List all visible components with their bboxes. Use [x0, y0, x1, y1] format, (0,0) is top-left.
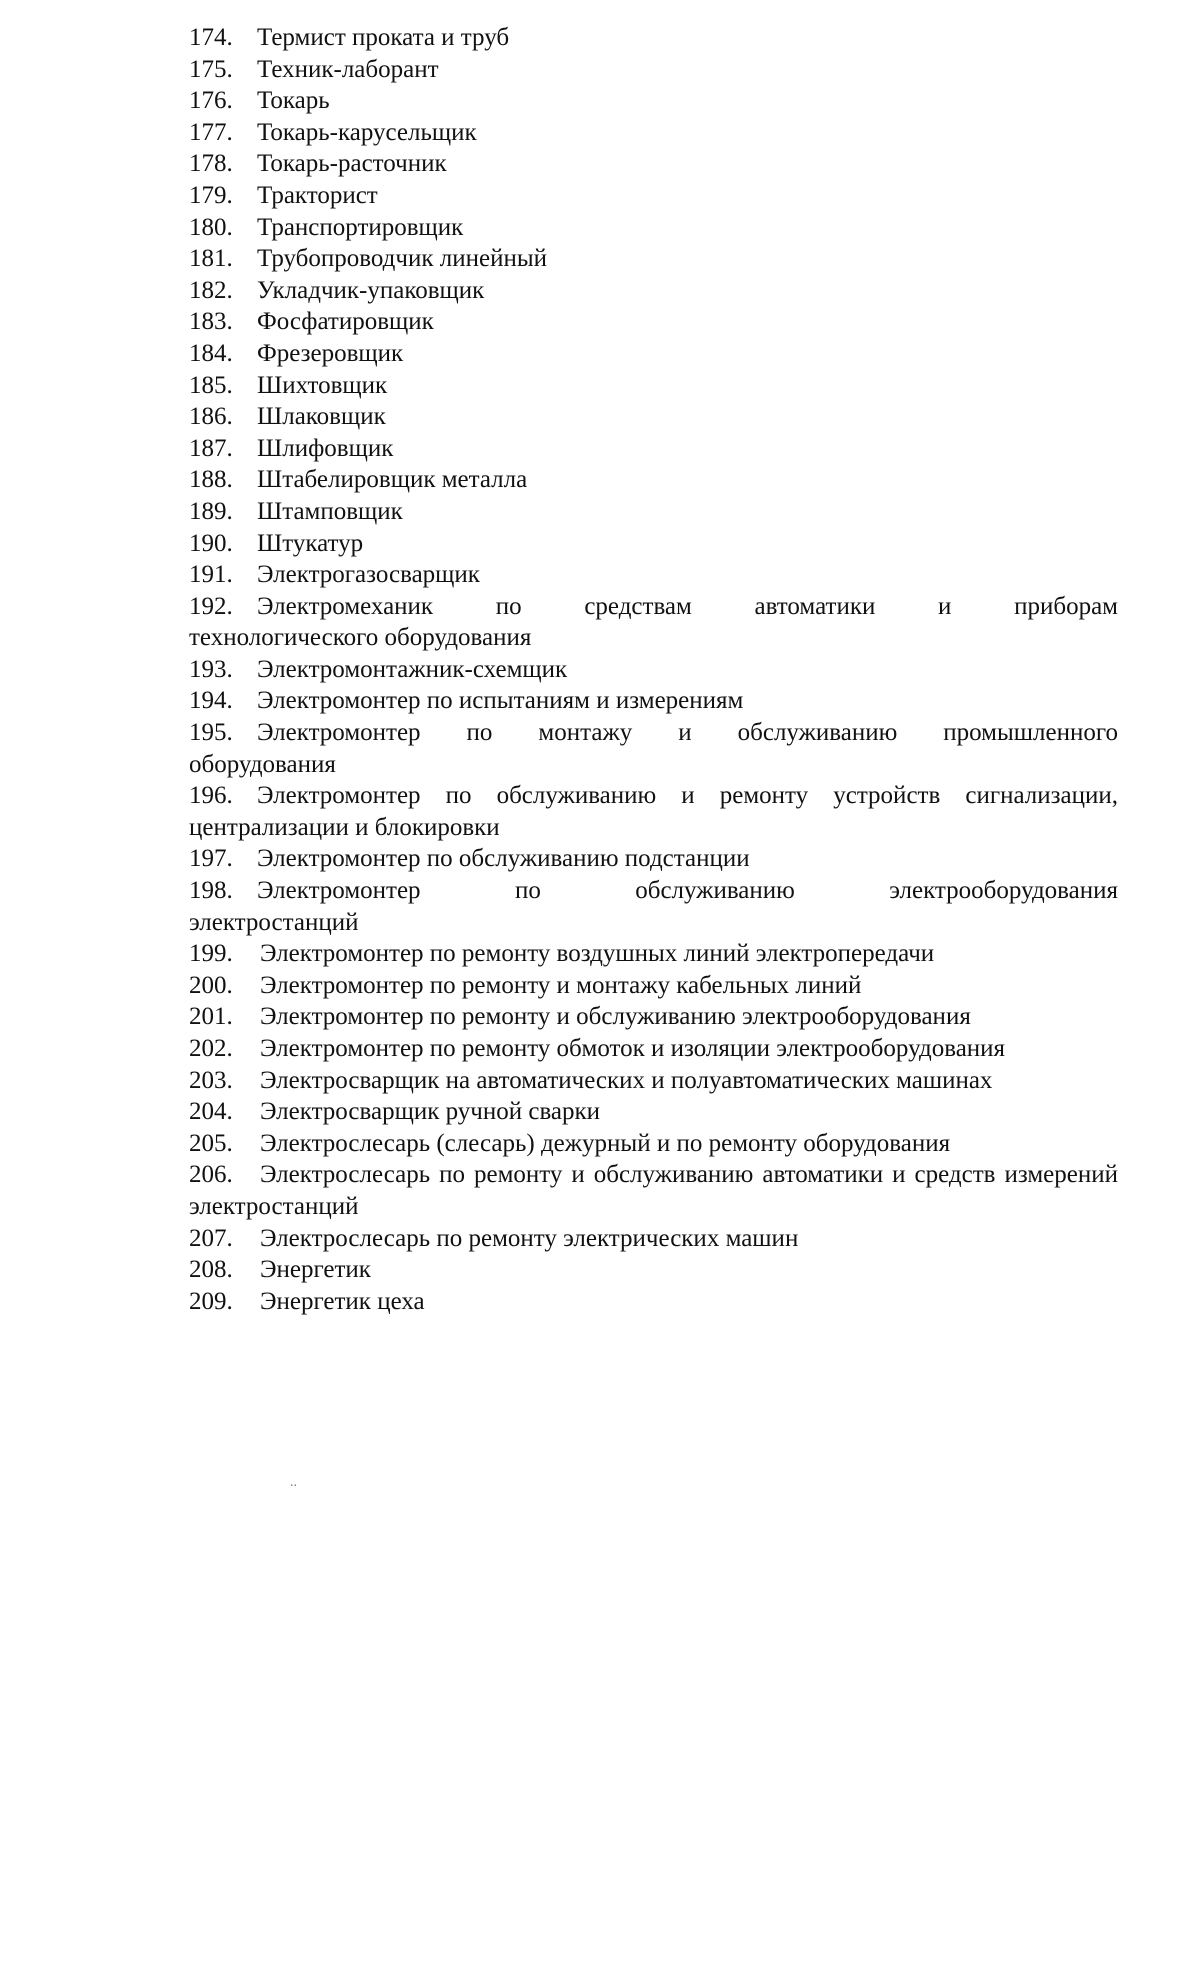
item-number: 187. [189, 434, 233, 462]
item-text: Шихтовщик [257, 371, 388, 399]
list-item [189, 85, 1118, 117]
item-text: Электромонтер по обслуживанию и ремонту устройств сигнализации, централизации и блокировки [189, 782, 1118, 841]
item-number: 208. [189, 1256, 233, 1284]
list-item [189, 970, 1118, 1002]
list-item [189, 780, 1118, 843]
item-number: 191. [189, 561, 233, 589]
item-number: 178. [189, 150, 233, 178]
item-text: Электрогазосварщик [257, 561, 480, 589]
list-item [189, 685, 1118, 717]
list-item [189, 1286, 1118, 1318]
item-text: Шлифовщик [257, 434, 394, 462]
item-text: Токарь-расточник [257, 150, 447, 178]
item-number: 196. [189, 782, 233, 810]
item-number: 175. [189, 55, 233, 83]
item-text: Электромонтер по ремонту и обслуживанию электрооборудования [260, 1003, 971, 1031]
item-text-continuation: оборудования [189, 750, 336, 778]
item-number: 182. [189, 276, 233, 304]
list-item [189, 496, 1118, 528]
list-item [189, 117, 1118, 149]
list-item [189, 1033, 1118, 1065]
list-item [189, 1223, 1118, 1255]
list-item [189, 843, 1118, 875]
list-item [189, 1096, 1118, 1128]
list-item [189, 1001, 1118, 1033]
item-text: Штукатур [257, 529, 364, 557]
item-text: Штамповщик [257, 497, 403, 525]
list-item [189, 22, 1118, 54]
list-item [189, 243, 1118, 275]
list-item [189, 717, 1118, 780]
item-number: 194. [189, 687, 233, 715]
list-item [189, 1065, 1118, 1097]
item-first-line [189, 875, 1118, 907]
item-text: Электромонтер по ремонту и монтажу кабельных линий [260, 971, 862, 999]
list-item [189, 591, 1118, 654]
item-number: 204. [189, 1098, 233, 1126]
item-number: 174. [189, 24, 233, 51]
item-number: 181. [189, 245, 233, 273]
item-text: Токарь-карусельщик [257, 118, 477, 146]
item-text: Электрослесарь по ремонту электрических машин [260, 1224, 799, 1252]
list-item [189, 654, 1118, 686]
item-text: Укладчик-упаковщик [257, 276, 485, 304]
item-number: 189. [189, 497, 233, 525]
item-number: 186. [189, 403, 233, 431]
item-number: 203. [189, 1066, 233, 1094]
item-text: Техник-лаборант [257, 55, 439, 83]
list-item [189, 875, 1118, 938]
list-item [189, 401, 1118, 433]
item-number: 195. [189, 719, 233, 747]
item-text: Электросварщик на автоматических и полуавтоматических машинах [260, 1066, 993, 1094]
item-number: 202. [189, 1035, 233, 1062]
item-text: Штабелировщик металла [257, 466, 528, 494]
list-item [189, 938, 1118, 970]
item-text: Электросварщик ручной сварки [260, 1098, 601, 1126]
item-text-continuation: электростанций [189, 908, 359, 936]
item-number: 192. [189, 592, 233, 620]
item-number: 206. [189, 1161, 233, 1189]
list-item [189, 212, 1118, 244]
item-text: Транспортировщик [257, 213, 464, 241]
list-item [189, 275, 1118, 307]
item-number: 179. [189, 181, 233, 209]
list-item [189, 559, 1118, 591]
list-item [189, 148, 1118, 180]
list-item [189, 54, 1118, 86]
list-item [189, 306, 1118, 338]
item-number: 199. [189, 940, 233, 968]
stray-scan-marks: .. [290, 1475, 297, 1490]
item-text: Фрезеровщик [257, 339, 404, 367]
profession-list [189, 22, 1118, 1317]
item-text: Электромонтер по ремонту воздушных линий электропередачи [260, 940, 935, 968]
item-number: 185. [189, 371, 233, 399]
item-text: Термист проката и труб [257, 24, 510, 51]
item-text-continuation: технологического оборудования [189, 624, 532, 652]
item-first-line [189, 591, 1118, 623]
item-number: 188. [189, 466, 233, 494]
item-number: 180. [189, 213, 233, 241]
list-item [189, 528, 1118, 560]
list-item [189, 370, 1118, 402]
item-number: 198. [189, 877, 233, 905]
list-item [189, 1128, 1118, 1160]
item-number: 201. [189, 1003, 233, 1031]
item-number: 207. [189, 1224, 233, 1252]
list-item [189, 338, 1118, 370]
item-text: Трубопроводчик линейный [257, 245, 548, 273]
item-text: Шлаковщик [257, 403, 386, 431]
item-text: Электромонтер по ремонту обмоток и изоляции электрооборудования [260, 1035, 1006, 1062]
item-text: Электромонтер по обслуживанию подстанции [257, 845, 750, 873]
item-number: 193. [189, 655, 233, 683]
item-text: Электромонтажник-схемщик [257, 655, 568, 683]
item-number: 197. [189, 845, 233, 873]
item-number: 209. [189, 1287, 233, 1315]
item-first-line [189, 717, 1118, 749]
item-text: Тракторист [257, 181, 378, 209]
item-number: 176. [189, 87, 233, 115]
list-item [189, 1159, 1118, 1222]
item-text: Электрослесарь (слесарь) дежурный и по ремонту оборудования [260, 1129, 951, 1157]
item-text: Электромеханик по средствам автоматики и приборам [257, 592, 1118, 620]
item-number: 205. [189, 1129, 233, 1157]
item-text: Электромонтер по монтажу и обслуживанию промышленного [257, 719, 1118, 747]
item-text: Электромонтер по обслуживанию электрооборудования [257, 877, 1118, 905]
item-number: 200. [189, 971, 233, 999]
item-number: 184. [189, 339, 233, 367]
list-item [189, 433, 1118, 465]
list-item [189, 180, 1118, 212]
item-text: Электромонтер по испытаниям и измерениям [257, 687, 744, 715]
item-text: Энергетик [260, 1256, 371, 1284]
item-text: Энергетик цеха [260, 1287, 425, 1315]
list-item [189, 1254, 1118, 1286]
item-text: Фосфатировщик [257, 308, 434, 336]
item-number: 183. [189, 308, 233, 336]
item-text: Электрослесарь по ремонту и обслуживанию автоматики и средств измерений электростанций [189, 1161, 1118, 1220]
item-number: 177. [189, 118, 233, 146]
item-number: 190. [189, 529, 233, 557]
item-text: Токарь [257, 87, 330, 115]
list-item [189, 464, 1118, 496]
